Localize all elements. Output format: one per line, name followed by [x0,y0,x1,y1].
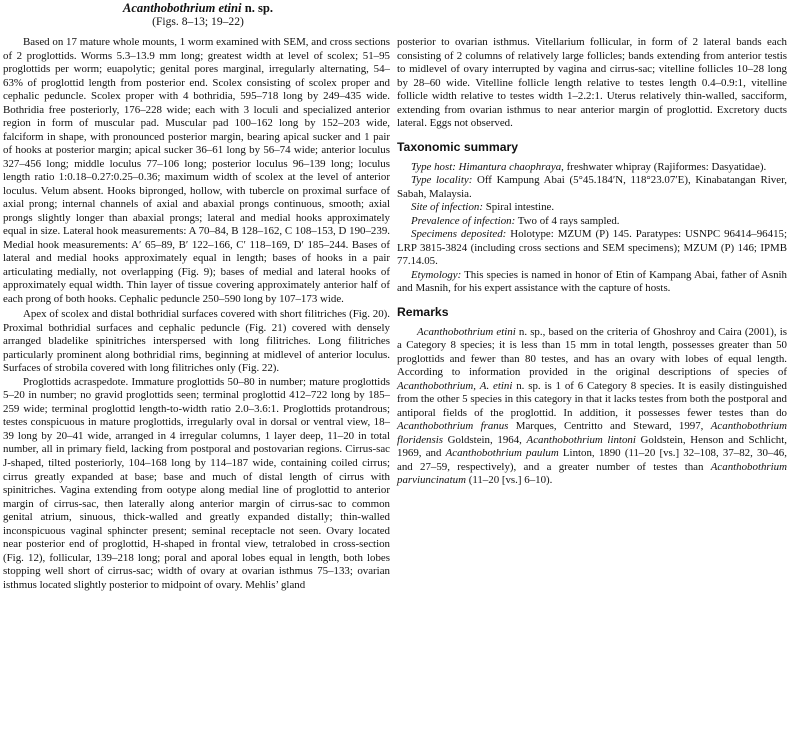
type-locality-label: Type locality: [411,174,473,187]
species-name: Acanthobothrium etini [122,1,242,15]
type-locality-text: Off Kampung Abai (5°45.184′N, 118°23.07′E), Kinabatangan River, Sabah, Malaysia. [397,174,787,200]
type-locality-entry [397,174,787,201]
prevalence-entry [397,215,787,229]
remarks-paulum: Acanthobothrium paulum [445,447,559,460]
continued-paragraph: posterior to ovarian isthmus. Vitellarium follicular, in form of 2 lateral bands each consisting of 2 columns of relatively large follicles; bands extending from anterior testis to midlevel of ovary interrupted by vagina and cirrus-sac; vitelline follicles 10–28 long by 28–60 wide. Vitelline follicle length relative to testes length 0.4–0.9:1, vitelline follicle width relative to testes width 1–2.2:1. Uterus relatively thin-walled, sacciform, extending from ovarian isthmus to near anterior margin of proglottid. Excretory ducts lateral. Eggs not observed. [397,36,787,130]
surface-paragraph: Apex of scolex and distal bothridial surfaces covered with short filitriches (Fig. 20). Proximal bothridial surfaces and cephalic peduncle (Fig. 21) covered with densely arranged bladelike spinitriches interspersed with long filitriches. Long filitriches particularly prominent along bothridial rims, beginning at midlevel of anterior loculus. Surfaces of strobila covered with long filitriches only (Fig. 22). [3,308,390,375]
remarks-genus: Acanthobothrium [397,379,474,392]
proglottid-paragraph: Proglottids acraspedote. Immature proglottids 50–80 in number; mature proglottids 5–20 in number; no gravid proglottids seen; terminal proglottid 412–722 long by 185–259 wide; terminal proglottid length-to-width ratio 2.0–3.6:1. Proglottids protandrous; testes conspicuous in mature proglottids, irregularly oval in dorsal or ventral view, 18–39 long by 20–41 wide, arranged in 4 irregular columns, 1 layer deep, 11–20 in total number, all in primary field, lacking from postporal and postovarian regions. Cirrus-sac J-shaped, tilted posteriorly, 104–168 long by 114–187 wide, containing coiled cirrus; cirrus greatly expanded at base; base and much of distal length of cirrus with spinitriches. Vagina extending from ootype along medial line of proglottid to anterior margin of cirrus-sac, then laterally along anterior margin of cirrus-sac to common genital atrium, sinuous, thick-walled and greatly expanded distally; thin-walled inconspicuous vaginal sphincter present; seminal receptacle not seen. Ovary located near posterior end of proglottid, H-shaped in frontal view, tetralobed in cross-section (Fig. 12), follicular, 139–218 long; poral and aporal lobes equal in length, both lobes stopping well short of cirrus-sac; width of ovary at ovarian isthmus 75–133; ovarian isthmus located slightly posterior to midpoint of ovary. Mehlis’ gland [3,375,390,591]
remarks-text-7: Linton, 1890 (11–20 [vs.] 32–108, 37–82, 30–46, and 27–59, respectively), and a greater number of testes than [397,447,787,473]
remarks-text-4: Marques, Centritto and Steward, 1997, [508,420,711,433]
prevalence-text: Two of 4 rays sampled. [517,214,620,227]
specimens-label: Specimens deposited: [411,228,507,241]
taxonomic-summary-heading: Taxonomic summary [397,139,519,154]
type-host-entry [397,161,787,175]
remarks-franus: Acanthobothrium franus [397,420,509,433]
site-text: Spiral intestine. [485,201,555,214]
new-species-label: n. sp. [244,1,274,15]
etymology-text: This species is named in honor of Etin of Kampang Abai, father of Asnih and Masnih, for his expert assistance with the capture of hosts. [397,268,787,295]
remarks-a-etini: A. etini [479,379,513,392]
site-entry [397,201,787,215]
species-title [0,1,396,15]
remarks-heading: Remarks [397,304,449,319]
remarks-text-8: (11–20 [vs.] 6–10). [465,474,553,487]
prevalence-label: Prevalence of infection: [411,214,516,227]
type-host-name: Himantura chaophraya [458,160,562,173]
specimens-text: Holotype: MZUM (P) 145. Paratypes: USNPC 96414–96415; LRP 3815-3824 (including cross sections and SEM specimens); MZUM (P) 146; IPMB 77.14.05. [397,228,787,268]
remarks-floridensis: Acanthobothrium floridensis [397,420,787,446]
etymology-label: Etymology: [411,268,462,281]
description-paragraph: Based on 17 mature whole mounts, 1 worm examined with SEM, and cross sections of 2 proglottids. Worms 5.3–13.9 mm long; greatest width at level of scolex; 51–95 proglottids per worm; euapolytic; genital pores marginal, irregularly alternating, 54–63% of proglottid length from posterior end. Scolex consisting of scolex proper and cephalic peduncle. Scolex proper with 4 bothridia, 595–718 long by 249–435 wide. Bothridia free posteriorly, 176–228 wide; each with 3 loculi and specialized anterior region in form of muscular pad. Muscular pad 100–162 long by 152–203 wide, falciform in shape, with pronounced posterior margin, bearing apical sucker and 1 pair of hooks at posterior margin; apical sucker 36–61 long by 56–74 wide; anterior loculus 327–456 long; middle loculus 77–106 long; posterior loculus 96–139 long; loculus length ratio 1:0.18–0.27:0.25–0.36; maximum width of scolex at the level of anterior loculus. Velum absent. Hooks bipronged, hollow, with tubercle on proximal surface of axial prong; internal channels of axial and abaxial prongs continuous, smooth; axial prongs slightly longer than abaxial prongs; lateral and medial hooks approximately equal in size. Lateral hook measurements: A 70–84, B 128–162, C 108–153, D 190–239. Medial hook measurements: A′ 65–89, B′ 122–166, C′ 118–169, D′ 185–244. Bases of lateral and medial hooks approximately equal in length; bases of hooks in a pair articulating medially, not overlapping (Fig. 9); bases of medial and lateral hooks of approximately equal width. Thin layer of tissue covering approximately anterior half of each prong of both hooks. Cephalic peduncle 250–590 long by 107–173 wide. [3,36,390,305]
remarks-parviuncinatum: Acanthobothrium parviuncinatum [397,460,787,487]
specimens-entry [397,228,787,269]
etymology-entry [397,269,787,296]
remarks-paragraph [397,326,787,488]
site-label: Site of infection: [411,201,483,214]
remarks-lintoni: Acanthobothrium lintoni [526,433,636,446]
remarks-text-1: n. sp., based on the criteria of Ghoshroy and Caira (2001), is a Category 8 species; it is less than 15 mm in total length, possesses greater than 50 proglottids and fewer than 80 testes, and has an ovary with lobes of equal length. According to information provided in the original descriptions of species of [397,325,787,379]
type-host-rest: , freshwater whipray (Rajiformes: Dasyatidae). [561,160,767,173]
remarks-text-6: Goldstein, Henson and Schlicht, 1969, and [397,433,787,460]
right-column [397,36,787,488]
remarks-text-3: n. sp. is 1 of 6 Category 8 species. It is easily distinguished from the other 5 species in this category in that it lacks testes from both the postporal and antiporal fields of the proglottid. In addition, it possesses fewer testes than do [397,379,787,419]
remarks-text-2: , [473,379,480,392]
type-host-label: Type host: [411,160,456,173]
remarks-text-5: Goldstein, 1964, [443,433,527,446]
left-column [3,36,390,592]
figure-reference: (Figs. 8–13; 19–22) [152,15,244,28]
remarks-species: Acanthobothrium etini [417,325,516,338]
